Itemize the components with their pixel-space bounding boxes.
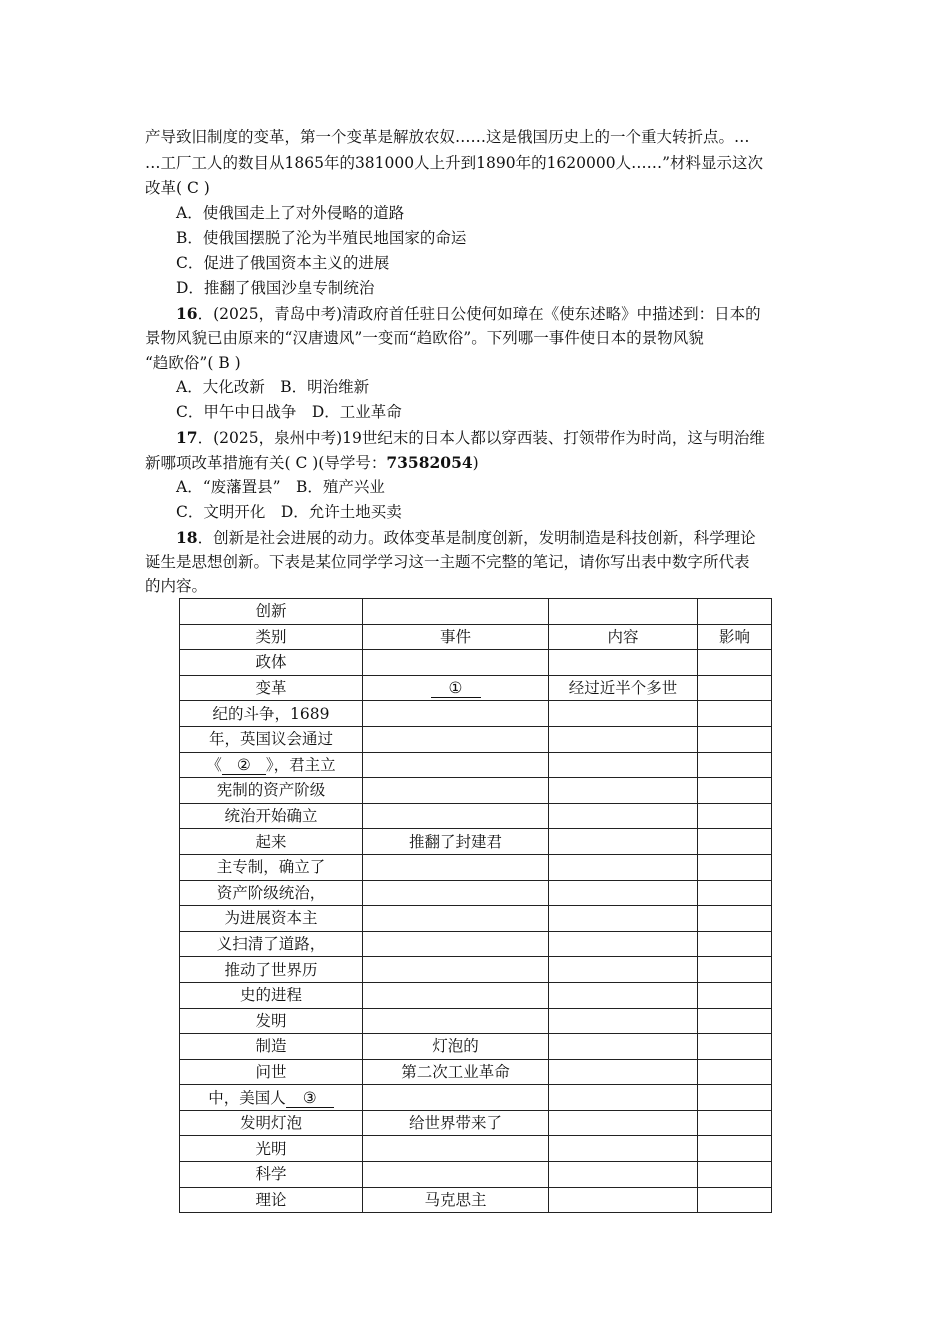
- table-cell: [549, 726, 698, 752]
- table-cell: [698, 599, 772, 625]
- table-cell: [363, 752, 549, 778]
- table-cell: [549, 1162, 698, 1188]
- table-row: [180, 854, 772, 880]
- table-row: [180, 1059, 772, 1085]
- table-cell: [549, 957, 698, 983]
- table-cell: [363, 1008, 549, 1034]
- table-cell: [549, 854, 698, 880]
- table-cell: [698, 726, 772, 752]
- table-row: [180, 1034, 772, 1060]
- q18-number: 18: [176, 528, 198, 547]
- table-cell: 制造: [180, 1034, 363, 1060]
- blank-3-prefix: 中，美国人: [208, 1088, 286, 1107]
- q17-options-ab: A．“废藩置县” B．殖产兴业: [176, 478, 385, 496]
- q17-text: ．(2025，泉州中考)19世纪末的日本人都以穿西装、打领带作为时尚，这与明治维: [197, 429, 765, 447]
- table-cell: [549, 1034, 698, 1060]
- table-cell: 灯泡的: [363, 1034, 549, 1060]
- table-row: [180, 701, 772, 727]
- table-cell: 问世: [180, 1059, 363, 1085]
- q16-options-ab: A．大化改新 B．明治维新: [176, 378, 370, 396]
- table-cell: [549, 1110, 698, 1136]
- q15-option-d: D．推翻了俄国沙皇专制统治: [176, 279, 375, 297]
- table-row: [180, 1008, 772, 1034]
- table-cell: [698, 778, 772, 804]
- table-cell: 起来: [180, 829, 363, 855]
- table-cell: 类别: [180, 624, 363, 650]
- table-row: [180, 982, 772, 1008]
- blank-2-prefix: 《: [206, 755, 222, 774]
- table-cell: [363, 854, 549, 880]
- table-cell: 马克思主: [363, 1187, 549, 1213]
- table-cell: [180, 752, 363, 778]
- q18-line-1: [176, 525, 806, 552]
- table-cell: [549, 1059, 698, 1085]
- q16-options-cd: C．甲午中日战争 D．工业革命: [176, 403, 402, 421]
- q17-line-1: [176, 425, 806, 452]
- table-row: [180, 1136, 772, 1162]
- table-cell: [363, 599, 549, 625]
- table-cell: 宪制的资产阶级: [180, 778, 363, 804]
- table-cell: 内容: [549, 624, 698, 650]
- table-cell: [549, 1136, 698, 1162]
- table-cell: [549, 906, 698, 932]
- table-cell: [698, 880, 772, 906]
- table-cell: 发明: [180, 1008, 363, 1034]
- table-cell: [363, 650, 549, 676]
- notes-table: [179, 598, 772, 1213]
- table-cell: [363, 726, 549, 752]
- table-row: [180, 1162, 772, 1188]
- table-cell: [698, 650, 772, 676]
- table-cell: 年，英国议会通过: [180, 726, 363, 752]
- table-cell: [698, 931, 772, 957]
- table-cell: 义扫清了道路，: [180, 931, 363, 957]
- table-cell: [698, 1136, 772, 1162]
- table-cell: [698, 982, 772, 1008]
- q16-number: 16: [176, 304, 198, 323]
- table-row: [180, 599, 772, 625]
- table-cell: [698, 854, 772, 880]
- table-cell: 变革: [180, 675, 363, 701]
- table-cell: [698, 803, 772, 829]
- table-cell: [698, 675, 772, 701]
- table-row: [180, 726, 772, 752]
- q15-line-2: …工厂工人的数目从1865年的381000人上升到1890年的1620000人……”材料显示这次: [145, 154, 764, 172]
- table-cell: [549, 752, 698, 778]
- table-cell: 影响: [698, 624, 772, 650]
- q17-line-2: [145, 450, 810, 477]
- table-cell: 理论: [180, 1187, 363, 1213]
- table-cell: [363, 880, 549, 906]
- table-cell: [363, 803, 549, 829]
- table-cell: [549, 982, 698, 1008]
- table-row: [180, 803, 772, 829]
- table-cell: [363, 778, 549, 804]
- q17-options-cd: C．文明开化 D．允许土地买卖: [176, 503, 402, 521]
- table-cell: 第二次工业革命: [363, 1059, 549, 1085]
- table-cell: [549, 599, 698, 625]
- table-cell: 经过近半个多世: [549, 675, 698, 701]
- table-cell: 为进展资本主: [180, 906, 363, 932]
- table-cell: 推翻了封建君: [363, 829, 549, 855]
- table-row: [180, 906, 772, 932]
- answer-blank-1[interactable]: ①: [431, 679, 481, 698]
- table-cell: [363, 957, 549, 983]
- table-cell: [549, 778, 698, 804]
- table-row: [180, 931, 772, 957]
- table-cell: 史的进程: [180, 982, 363, 1008]
- table-cell: 资产阶级统治，: [180, 880, 363, 906]
- table-cell: [549, 1187, 698, 1213]
- table-cell: [363, 701, 549, 727]
- table-cell: [363, 906, 549, 932]
- q18-line-3: 的内容。: [145, 577, 208, 595]
- q15-option-a: A．使俄国走上了对外侵略的道路: [176, 204, 405, 222]
- table-cell: [363, 1162, 549, 1188]
- table-cell: [698, 1059, 772, 1085]
- table-cell: 光明: [180, 1136, 363, 1162]
- answer-blank-2[interactable]: ②: [222, 756, 266, 775]
- table-cell: [363, 675, 549, 701]
- q15-line-1: 产导致旧制度的变革，第一个变革是解放农奴……这是俄国历史上的一个重大转折点。…: [145, 128, 750, 146]
- answer-blank-3[interactable]: ③: [286, 1089, 334, 1108]
- q18-text: ．创新是社会进展的动力。政体变革是制度创新，发明制造是科技创新，科学理论: [197, 529, 756, 547]
- table-cell: 给世界带来了: [363, 1110, 549, 1136]
- table-cell: 发明灯泡: [180, 1110, 363, 1136]
- table-cell: 推动了世界历: [180, 957, 363, 983]
- table-cell: [549, 650, 698, 676]
- table-cell: [363, 1136, 549, 1162]
- table-cell: [363, 931, 549, 957]
- table-row: [180, 1110, 772, 1136]
- table-cell: [698, 1187, 772, 1213]
- q16-line-1: [176, 301, 806, 328]
- table-row: [180, 675, 772, 701]
- table-cell: [698, 829, 772, 855]
- q15-line-3: 改革( C ): [145, 179, 210, 197]
- table-row: [180, 1085, 772, 1111]
- q16-line-3: “趋欧俗”( B ): [145, 354, 241, 372]
- blank-2-suffix: 》，君主立: [265, 755, 336, 774]
- table-cell: [549, 829, 698, 855]
- table-cell: 主专制，确立了: [180, 854, 363, 880]
- q16-text: ．(2025，青岛中考)清政府首任驻日公使何如璋在《使东述略》中描述到：日本的: [197, 305, 761, 323]
- table-cell: [549, 1008, 698, 1034]
- table-cell: [698, 1162, 772, 1188]
- table-cell: 创新: [180, 599, 363, 625]
- table-row: [180, 778, 772, 804]
- table-cell: 科学: [180, 1162, 363, 1188]
- table-row: [180, 957, 772, 983]
- notes-table-body: [180, 599, 772, 1213]
- table-row: [180, 650, 772, 676]
- table-cell: 事件: [363, 624, 549, 650]
- table-cell: 政体: [180, 650, 363, 676]
- table-row: [180, 624, 772, 650]
- table-cell: [180, 1085, 363, 1111]
- table-cell: [698, 957, 772, 983]
- q15-option-b: B．使俄国摆脱了沦为半殖民地国家的命运: [176, 229, 467, 247]
- table-cell: [698, 1110, 772, 1136]
- table-cell: [698, 1008, 772, 1034]
- q17-text-2: 新哪项改革措施有关( C )(导学号：: [145, 454, 387, 472]
- q17-number: 17: [176, 428, 198, 447]
- table-cell: [698, 1085, 772, 1111]
- table-cell: 纪的斗争，1689: [180, 701, 363, 727]
- table-cell: [698, 752, 772, 778]
- table-cell: [549, 931, 698, 957]
- table-cell: [698, 906, 772, 932]
- table-cell: [549, 803, 698, 829]
- table-row: [180, 880, 772, 906]
- table-cell: [698, 701, 772, 727]
- q16-line-2: 景物风貌已由原来的“汉唐遗风”一变而“趋欧俗”。下列哪一事件使日本的景物风貌: [145, 329, 704, 347]
- table-cell: [549, 880, 698, 906]
- table-cell: [549, 701, 698, 727]
- table-cell: [363, 1085, 549, 1111]
- q18-line-2: 诞生是思想创新。下表是某位同学学习这一主题不完整的笔记，请你写出表中数字所代表: [145, 553, 750, 571]
- table-cell: [549, 1085, 698, 1111]
- table-row: [180, 829, 772, 855]
- q15-option-c: C．促进了俄国资本主义的进展: [176, 254, 390, 272]
- table-cell: 统治开始确立: [180, 803, 363, 829]
- q17-text-2-end: ): [472, 454, 479, 472]
- guide-number: 73582054: [386, 453, 473, 472]
- table-cell: [698, 1034, 772, 1060]
- table-cell: [363, 982, 549, 1008]
- table-row: [180, 752, 772, 778]
- table-row: [180, 1187, 772, 1213]
